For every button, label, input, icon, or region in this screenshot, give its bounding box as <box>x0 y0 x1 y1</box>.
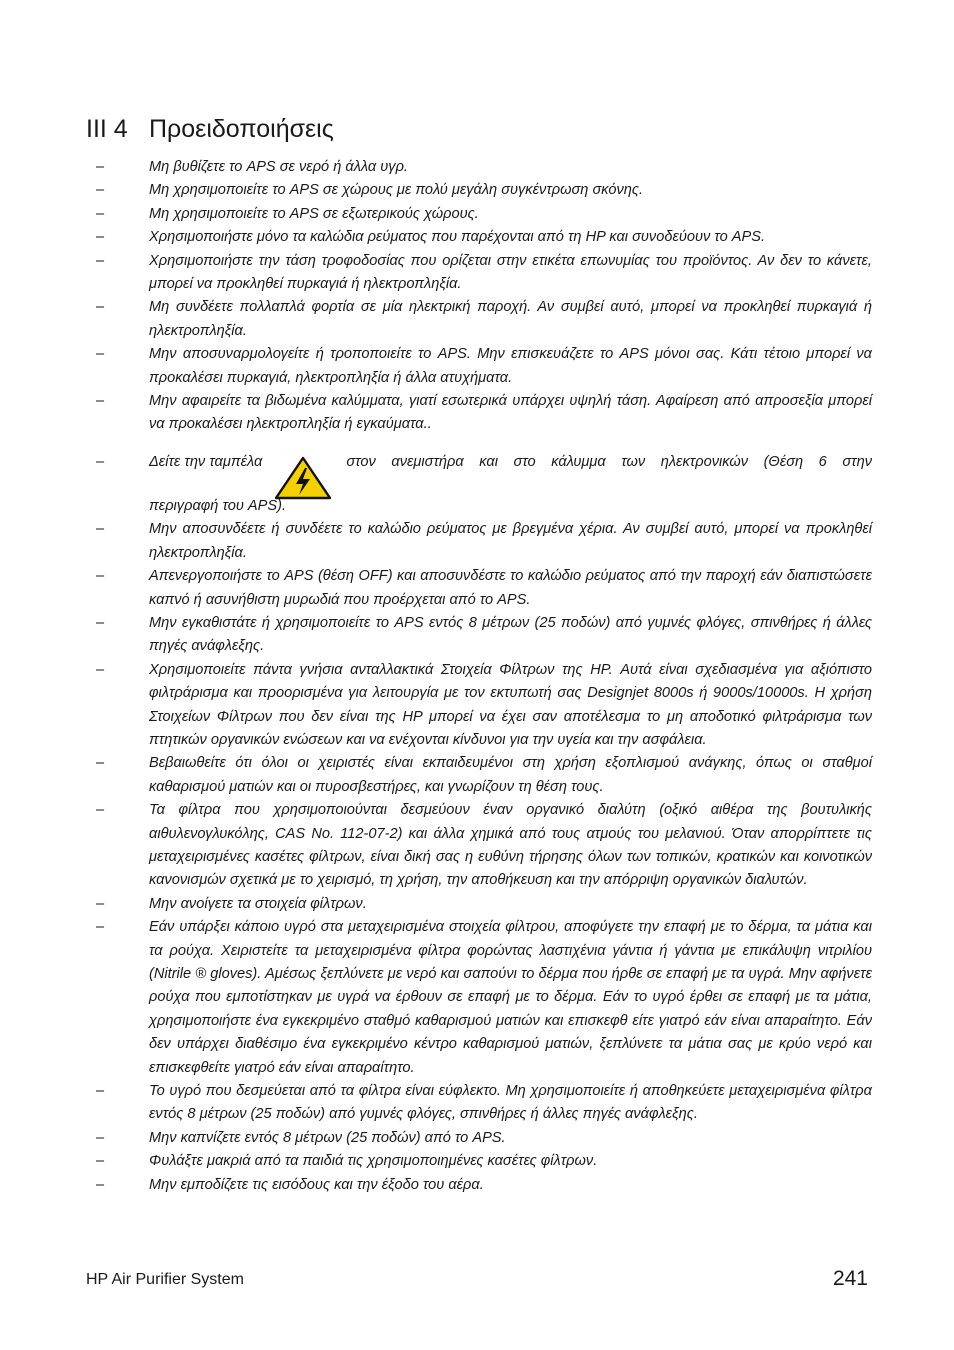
list-dash: – <box>96 895 105 912</box>
list-item <box>96 659 872 753</box>
warning-label-row <box>149 451 872 495</box>
list-item <box>96 799 872 893</box>
list-item-text: Τα φίλτρα που χρησιμοποιούνται δεσμεύουν έναν οργανικό διαλύτη (οξικό αιθέρα της βουτυλικής αιθυλενογλυκόλης, CAS No. 112-07-2) και άλλα χημικά από τους ατμούς του μελανιού. Όταν απορρίπτετε τις μεταχειρισμένες κασέτες φίλτρων, είναι δική σας η ευθύνη τήρησης όλων των τοπικών, κρατικών και κοινοτικών κανονισμών σχετικά με το χειρισμό, τη χρήση, την αποθήκευση και την απόρριψη οργανικών διαλυτών. <box>149 802 872 889</box>
list-dash: – <box>96 1153 105 1170</box>
list-dash: – <box>96 755 105 772</box>
list-dash: – <box>96 182 105 199</box>
list-dash: – <box>96 252 105 269</box>
list-dash: – <box>96 453 105 470</box>
list-item <box>96 296 872 343</box>
list-item-text: Χρησιμοποιήστε την τάση τροφοδοσίας που ορίζεται στην ετικέτα επωνυμίας του προϊόντος. Αν δεν το κάνετε, μπορεί να προκληθεί πυρκαγιά ή ηλεκτροπληξία. <box>149 252 872 293</box>
list-dash: – <box>96 614 105 631</box>
list-item <box>96 752 872 799</box>
list-item-text: Φυλάξτε μακριά από τα παιδιά τις χρησιμοποιημένες κασέτες φίλτρων. <box>149 1153 598 1170</box>
list-dash: – <box>96 568 105 585</box>
list-item <box>96 1080 872 1127</box>
list-dash: – <box>96 229 105 246</box>
list-item-text: Μη βυθίζετε το APS σε νερό ή άλλα υγρ. <box>149 159 408 175</box>
page-number: 241 <box>832 1267 868 1290</box>
list-item-text: Το υγρό που δεσμεύεται από τα φίλτρα είναι εύφλεκτο. Μη χρησιμοποιείτε ή αποθηκεύετε μεταχειρισμένα φίλτρα εντός 8 μέτρων (25 ποδών) από γυμνές φλόγες, σπινθήρες ή άλλες πηγές ανάφλεξης. <box>149 1083 872 1123</box>
warning-label-continuation: περιγραφή του APS). <box>149 497 287 514</box>
list-dash: – <box>96 1176 105 1193</box>
list-item-text: Μην καπνίζετε εντός 8 μέτρων (25 ποδών) από το APS. <box>149 1129 506 1146</box>
list-item-text: Μην αποσυνδέετε ή συνδέετε το καλώδιο ρεύματος με βρεγμένα χέρια. Αν συμβεί αυτό, μπορεί να προκληθεί ηλεκτροπληξία. <box>149 521 872 561</box>
list-dash: – <box>96 919 105 936</box>
list-item <box>96 250 872 297</box>
list-dash: – <box>96 346 105 363</box>
list-dash: – <box>96 802 105 819</box>
list-item <box>96 390 872 437</box>
list-item-text: Μην εγκαθιστάτε ή χρησιμοποιείτε το APS εντός 8 μέτρων (25 ποδών) από γυμνές φλόγες, σπινθήρες ή άλλες πηγές ανάφλεξης. <box>149 614 872 655</box>
list-item-text: Εάν υπάρξει κάποιο υγρό στα μεταχειρισμένα στοιχεία φίλτρου, αποφύγετε την επαφή με το δέρμα, τα μάτια και τα ρούχα. Χειριστείτε τα μεταχειρισμένα φίλτρα φορώντας λαστιχένια γάντια ή γάντια με επικάλυψη νιτριλίου (Nitrile ® gloves). Αμέσως ξεπλύνετε με νερό και σαπούνι το δέρμα που ήρθε σε επαφή με τα υγρά. Μην αφήνετε ρούχα που εμποτίστηκαν με υγρά να έρθουν σε επαφή με το δέρμα. Εάν το υγρό έρθει σε επαφή με τα μάτια, χρησιμοποιήστε ένα εγκεκριμένο σταθμό καθαρισμού ματιών και επισκεφθ είτε γιατρό εάν είναι απαραίτητο. Εάν δεν υπάρχει διαθέσιμο ένα εγκεκριμένο κέντρο καθαρισμού ματιών, ξεπλύνετε τα μάτια σας με κρύο νερό και επισκεφθείτε γιατρό εάν είναι απαραίτητο. <box>149 919 872 1076</box>
list-item <box>96 916 872 1080</box>
list-dash: – <box>96 393 105 410</box>
list-item-text: Χρησιμοποιείτε πάντα γνήσια ανταλλακτικά Στοιχεία Φίλτρων της HP. Αυτά είναι σχεδιασμένα για αξιόπιστο φιλτράρισμα και προορισμένα για λειτουργία με τον εκτυπωτή σας Designjet 8000s ή 9000s/10000s. Η χρήση Στοιχείων Φίλτρων που δεν είναι της HP μπορεί να έχει σαν αποτέλεσμα το μη αποδοτικό φιλτράρισμα των πτητικών οργανικών ενώσεων και να ενέχονται κίνδυνοι για την υγεία και την ασφάλεια. <box>149 661 872 748</box>
footer-title: HP Air Purifier System <box>86 1271 244 1288</box>
list-item <box>96 343 872 390</box>
list-item <box>96 203 872 226</box>
list-item-text: Μην αφαιρείτε τα βιδωμένα καλύμματα, γιατί εσωτερικά υπάρχει υψηλή τάση. Αφαίρεση από απροσεξία μπορεί να προκαλέσει ηλεκτροπληξία ή εγκαύματα.. <box>149 393 872 433</box>
list-item-text: Μην εμποδίζετε τις εισόδους και την έξοδο του αέρα. <box>149 1176 484 1193</box>
list-item <box>96 179 872 202</box>
list-dash: – <box>96 1083 105 1100</box>
list-item <box>96 1174 872 1197</box>
section-heading <box>86 112 334 146</box>
list-item <box>96 1127 872 1150</box>
list-dash: – <box>96 205 105 222</box>
list-dash: – <box>96 1129 105 1146</box>
list-item-text: Απενεργοποιήστε το APS (θέση OFF) και αποσυνδέστε το καλώδιο ρεύματος από την παροχή εάν διαπιστώσετε καπνό ή ασυνήθιστη μυρωδιά που προέρχεται από το APS. <box>149 568 872 608</box>
list-item <box>96 518 872 565</box>
list-item <box>96 156 872 179</box>
list-item-text: Μην αποσυναρμολογείτε ή τροποποιείτε το APS. Μην επισκευάζετε το APS μόνοι σας. Κάτι τέτοιο μπορεί να προκαλέσει πυρκαγιά, ηλεκτροπληξία ή άλλα ατυχήματα. <box>149 346 872 386</box>
list-item-text: Μη χρησιμοποιείτε το APS σε εξωτερικούς χώρους. <box>149 205 479 222</box>
high-voltage-warning-icon <box>274 456 332 500</box>
section-title: Προειδοποιήσεις <box>149 115 334 143</box>
list-item-text: Μη συνδέετε πολλαπλά φορτία σε μία ηλεκτρική παροχή. Αν συμβεί αυτό, μπορεί να προκληθεί πυρκαγιά ή ηλεκτροπληξία. <box>149 299 872 339</box>
list-item-text: Χρησιμοποιήστε μόνο τα καλώδια ρεύματος που παρέχονται από τη HP και συνοδεύουν το APS. <box>149 229 766 246</box>
warnings-list <box>96 156 872 1197</box>
list-dash: – <box>96 159 105 175</box>
list-item-warning-label <box>96 451 872 518</box>
list-item <box>96 565 872 612</box>
list-item <box>96 612 872 659</box>
list-item <box>96 893 872 916</box>
list-item <box>96 1150 872 1173</box>
list-dash: – <box>96 661 105 678</box>
list-item-text: Βεβαιωθείτε ότι όλοι οι χειριστές είναι εκπαιδευμένοι στη χρήση εξοπλισμού ανάγκης, όπως οι σταθμοί καθαρισμού ματιών και οι πυροσβεστήρες, και γνωρίζουν τη θέση τους. <box>149 755 872 795</box>
list-item <box>96 226 872 249</box>
section-number: III 4 <box>86 115 128 143</box>
warning-label-lead: Δείτε την ταμπέλα <box>149 453 263 470</box>
list-dash: – <box>96 521 105 538</box>
list-item-text: Μη χρησιμοποιείτε το APS σε χώρους με πολύ μεγάλη συγκέντρωση σκόνης. <box>149 182 644 199</box>
list-dash: – <box>96 299 105 316</box>
list-item-text: Μην ανοίγετε τα στοιχεία φίλτρων. <box>149 895 367 912</box>
warning-label-tail: στον ανεμιστήρα και στο κάλυμμα των ηλεκτρονικών (Θέση 6 στην <box>346 453 872 470</box>
